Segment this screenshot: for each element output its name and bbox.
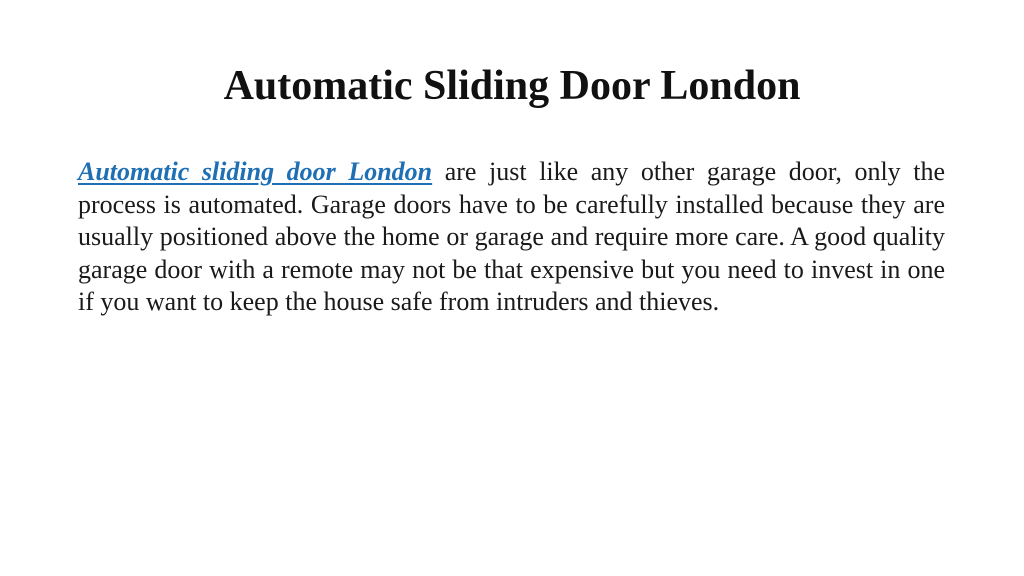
automatic-sliding-door-link[interactable]: Automatic sliding door London xyxy=(78,157,433,186)
body-paragraph-text: are just like any other garage door, only the process is automated. Garage doors have to be carefully installed because they are usually positioned above the home or garage and require more care. A good quality garage door with a remote may not be that expensive but you need to invest in one if you want to keep the house safe from intruders and thieves. xyxy=(78,157,946,316)
body-paragraph xyxy=(78,156,945,319)
slide-title: Automatic Sliding Door London xyxy=(223,63,801,109)
